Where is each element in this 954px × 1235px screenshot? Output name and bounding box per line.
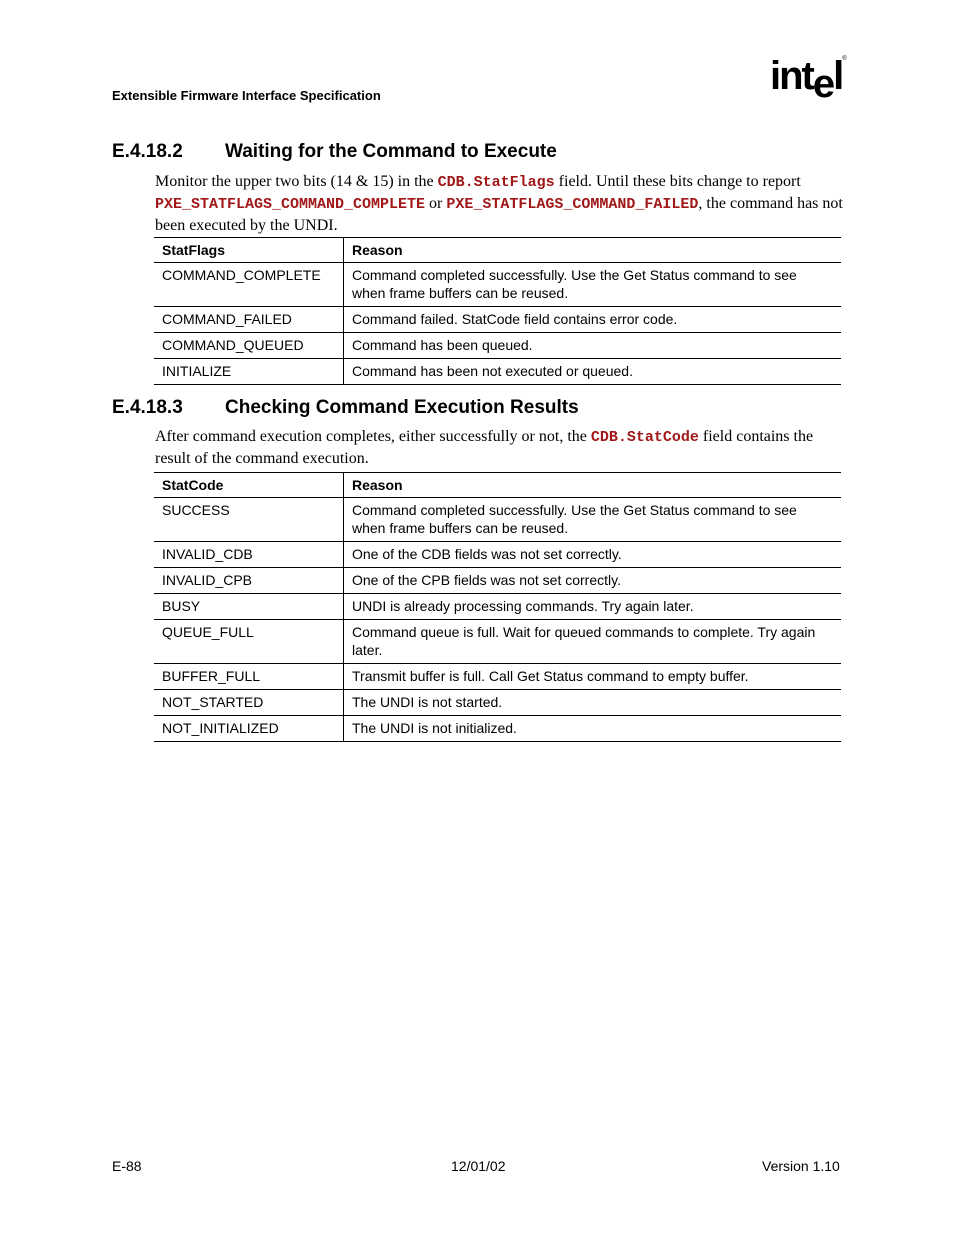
reason-cell: Command failed. StatCode field contains error code. bbox=[344, 307, 842, 333]
reason-cell: One of the CPB fields was not set correctly. bbox=[344, 568, 842, 594]
footer-date: 12/01/02 bbox=[451, 1158, 506, 1174]
table-header-row bbox=[154, 473, 841, 498]
running-header: Extensible Firmware Interface Specification bbox=[112, 88, 381, 103]
reason-cell: One of the CDB fields was not set correctly. bbox=[344, 542, 842, 568]
table-header-row bbox=[154, 238, 841, 263]
table-row bbox=[154, 498, 841, 542]
text-run: Monitor the upper two bits (14 & 15) in the bbox=[155, 173, 438, 190]
section-heading bbox=[112, 141, 557, 163]
statflags-table bbox=[154, 237, 841, 385]
reason-cell: Command queue is full. Wait for queued commands to complete. Try again later. bbox=[344, 620, 842, 664]
table-row bbox=[154, 716, 841, 742]
body-paragraph bbox=[155, 426, 845, 469]
table-row bbox=[154, 664, 841, 690]
table-row bbox=[154, 620, 841, 664]
code-term: CDB.StatCode bbox=[590, 429, 699, 446]
status-code-cell: NOT_INITIALIZED bbox=[154, 716, 344, 742]
status-code-cell: COMMAND_QUEUED bbox=[154, 333, 344, 359]
status-code-cell: BUFFER_FULL bbox=[154, 664, 344, 690]
intel-logo: intel® bbox=[770, 54, 847, 106]
logo-part: int bbox=[770, 54, 813, 98]
text-run: or bbox=[425, 195, 447, 212]
body-paragraph bbox=[155, 171, 845, 236]
status-code-cell: NOT_STARTED bbox=[154, 690, 344, 716]
table-row bbox=[154, 307, 841, 333]
section-number: E.4.18.2 bbox=[112, 141, 183, 162]
status-code-cell: INVALID_CDB bbox=[154, 542, 344, 568]
column-header: StatCode bbox=[154, 473, 344, 498]
code-term: PXE_STATFLAGS_COMMAND_COMPLETE bbox=[155, 196, 426, 213]
table-row bbox=[154, 359, 841, 385]
code-term: CDB.StatFlags bbox=[437, 174, 555, 191]
table-row bbox=[154, 568, 841, 594]
status-code-cell: QUEUE_FULL bbox=[154, 620, 344, 664]
column-header: Reason bbox=[344, 473, 842, 498]
text-run: After command execution completes, either successfully or not, the bbox=[155, 428, 591, 445]
reason-cell: Command has been queued. bbox=[344, 333, 842, 359]
logo-part: l bbox=[833, 54, 843, 98]
section-number: E.4.18.3 bbox=[112, 397, 183, 418]
text-run: field contains the result of the command execution. bbox=[155, 428, 814, 467]
reason-cell: The UNDI is not started. bbox=[344, 690, 842, 716]
reason-cell: The UNDI is not initialized. bbox=[344, 716, 842, 742]
page-number: E-88 bbox=[112, 1158, 142, 1174]
status-code-cell: INITIALIZE bbox=[154, 359, 344, 385]
logo-part: e bbox=[812, 62, 834, 106]
table-row bbox=[154, 333, 841, 359]
column-header: StatFlags bbox=[154, 238, 344, 263]
footer-version: Version 1.10 bbox=[762, 1158, 840, 1174]
status-code-cell: BUSY bbox=[154, 594, 344, 620]
status-code-cell: INVALID_CPB bbox=[154, 568, 344, 594]
table-row bbox=[154, 594, 841, 620]
status-code-cell: SUCCESS bbox=[154, 498, 344, 542]
text-run: , the command has not been executed by the UNDI. bbox=[155, 195, 843, 234]
text-run: field. Until these bits change to report bbox=[554, 173, 801, 190]
table-row bbox=[154, 542, 841, 568]
section-heading bbox=[112, 397, 579, 419]
reason-cell: Transmit buffer is full. Call Get Status command to empty buffer. bbox=[344, 664, 842, 690]
reason-cell: Command completed successfully. Use the Get Status command to see when frame buffers can be reused. bbox=[344, 498, 842, 542]
reason-cell: UNDI is already processing commands. Try again later. bbox=[344, 594, 842, 620]
section-title: Checking Command Execution Results bbox=[225, 397, 579, 418]
column-header: Reason bbox=[344, 238, 842, 263]
reason-cell: Command completed successfully. Use the Get Status command to see when frame buffers can be reused. bbox=[344, 263, 842, 307]
statcode-table bbox=[154, 472, 841, 742]
section-title: Waiting for the Command to Execute bbox=[225, 141, 557, 162]
status-code-cell: COMMAND_COMPLETE bbox=[154, 263, 344, 307]
code-term: PXE_STATFLAGS_COMMAND_FAILED bbox=[446, 196, 699, 213]
status-code-cell: COMMAND_FAILED bbox=[154, 307, 344, 333]
table-row bbox=[154, 263, 841, 307]
reason-cell: Command has been not executed or queued. bbox=[344, 359, 842, 385]
table-row bbox=[154, 690, 841, 716]
